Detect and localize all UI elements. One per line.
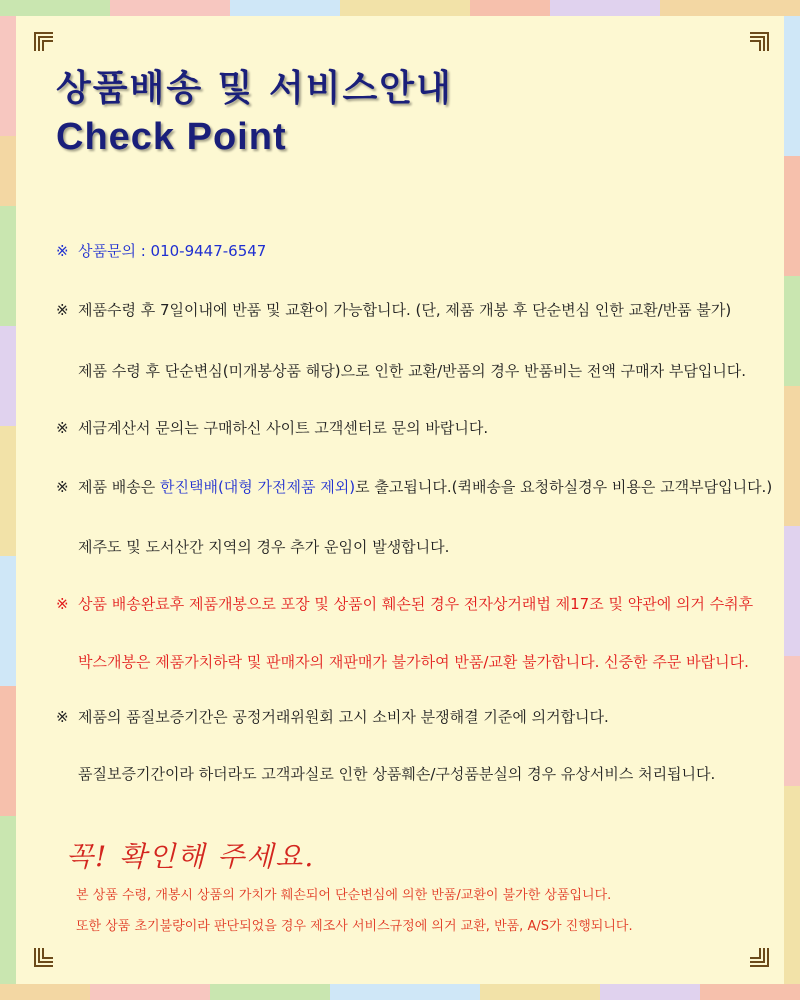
- warning-line: [56, 593, 753, 614]
- confirm-note-1: 본 상품 수령, 개봉시 상품의 가치가 훼손되어 단순변심에 의한 반품/교환이 불가한 상품입니다.: [76, 888, 612, 903]
- warning-line-2: 박스개봉은 제품가치하락 및 판매자의 재판매가 불가하여 반품/교환 불가합니다. 신중한 주문 바랍니다.: [78, 653, 749, 671]
- corner-ornament-icon: [748, 31, 770, 53]
- shipping-carrier: 한진택배(대형 가전제품 제외): [160, 478, 356, 496]
- warranty-line-2: 품질보증기간이라 하더라도 고객과실로 인한 상품훼손/구성품분실의 경우 유상서비스 처리됩니다.: [78, 765, 716, 783]
- reference-mark-icon: ※: [56, 478, 69, 496]
- return-line-2: 제품 수령 후 단순변심(미개봉상품 해당)으로 인한 교환/반품의 경우 반품비는 전액 구매자 부담입니다.: [78, 362, 747, 380]
- shipping-line-2: 제주도 및 도서산간 지역의 경우 추가 운임이 발생합니다.: [78, 538, 450, 556]
- shipping-prefix: 제품 배송은: [78, 478, 160, 496]
- shipping-suffix: 로 출고됩니다.(퀵배송을 요청하실경우 비용은 고객부담입니다.): [355, 478, 773, 496]
- return-text-1: 제품수령 후 7일이내에 반품 및 교환이 가능합니다. (단, 제품 개봉 후 단순변심 인한 교환/반품 불가): [78, 301, 732, 319]
- page-subtitle: Check Point: [56, 116, 287, 158]
- corner-ornament-icon: [33, 946, 55, 968]
- reference-mark-icon: ※: [56, 242, 69, 260]
- confirm-title: 꼭! 확인해 주세요.: [66, 840, 316, 873]
- return-line: [56, 299, 731, 320]
- shipping-line: [56, 476, 772, 497]
- corner-ornament-icon: [748, 946, 770, 968]
- reference-mark-icon: ※: [56, 595, 69, 613]
- inquiry-line: [56, 240, 266, 261]
- reference-mark-icon: ※: [56, 301, 69, 319]
- corner-ornament-icon: [33, 31, 55, 53]
- tax-line: [56, 417, 488, 438]
- warranty-text-1: 제품의 품질보증기간은 공정거래위원회 고시 소비자 분쟁해결 기준에 의거합니다.: [78, 708, 609, 726]
- reference-mark-icon: ※: [56, 708, 69, 726]
- reference-mark-icon: ※: [56, 419, 69, 437]
- confirm-note-2: 또한 상품 초기불량이라 판단되었을 경우 제조사 서비스규정에 의거 교환, 반품, A/S가 진행되니다.: [76, 919, 633, 934]
- inquiry-text: 상품문의 : 010-9447-6547: [78, 242, 267, 260]
- page-title: 상품배송 및 서비스안내: [56, 68, 453, 109]
- tax-text: 세금계산서 문의는 구매하신 사이트 고객센터로 문의 바랍니다.: [78, 419, 489, 437]
- warranty-line: [56, 706, 609, 727]
- warning-text-1: 상품 배송완료후 제품개봉으로 포장 및 상품이 훼손된 경우 전자상거래법 제17조 및 약관에 의거 수취후: [78, 595, 754, 613]
